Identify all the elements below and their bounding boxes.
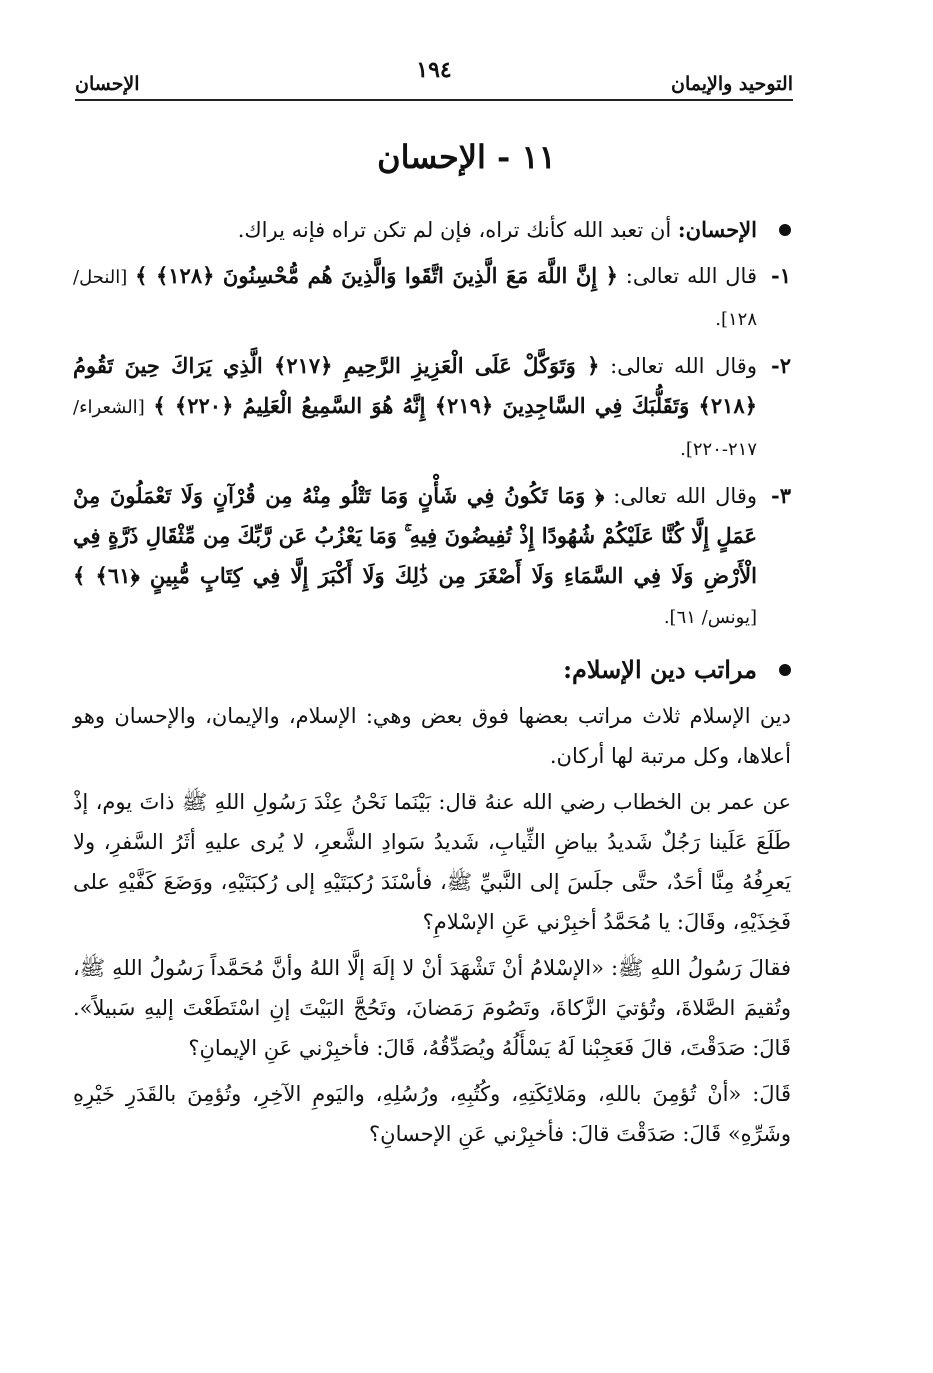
verse-number: ١- [771,263,791,288]
header-chapter-title: الإحسان [75,73,140,95]
definition-term: الإحسان: [677,217,757,242]
definition-paragraph [73,210,791,250]
verse-number: ٢- [771,353,791,378]
verse-item [73,346,791,470]
hadith-paragraph: قَالَ: «أنْ تُؤمِنَ باللهِ، ومَلائِكَتِهِ، وكُتُبِهِ، ورُسُلِهِ، واليَومِ الآخِرِ، وتُؤمِنَ بالقَدَرِ خَيْرِهِ وشَرِّهِ» قَالَ: صَدَقْتَ قالَ: فأخبِرْني عَنِ الإحسانِ؟ [73,1082,791,1146]
verse-reference: [يونس/ ٦١]. [663,607,757,628]
verse-number: ٣- [771,483,791,508]
chapter-title: ١١ - الإحسان [377,138,556,176]
verse-text: ﴿ وَمَا تَكُونُ فِي شَأْنٍ وَمَا تَتْلُو مِنْهُ مِن قُرْآنٍ وَلَا تَعْمَلُونَ مِنْ عَمَلٍ إِلَّا كُنَّا عَلَيْكُمْ شُهُودًا إِذْ تُفِيضُونَ فِيهِ ۚ وَمَا يَعْزُبُ عَن رَّبِّكَ مِن مِّثْقَالِ ذَرَّةٍ فِي الْأَرْضِ وَلَا فِي السَّمَاءِ وَلَا أَصْغَرَ مِن ذَٰلِكَ وَلَا أَكْبَرَ إِلَّا فِي كِتَابٍ مُّبِينٍ ﴿٦١﴾ ﴾ [73,483,757,588]
bullet-icon [779,224,791,236]
section-heading-text: مراتب دين الإسلام: [563,655,757,684]
bullet-icon [779,664,791,676]
running-header [75,55,793,101]
section-heading [73,650,791,690]
section-paragraph: دين الإسلام ثلاث مراتب بعضها فوق بعض وهي: الإسلام، والإيمان، والإحسان وهو أعلاها، وكل مرتبة لها أركان. [73,704,791,768]
hadith-paragraph: فقالَ رَسُولُ اللهِ ﷺ: «الإسْلامُ أنْ تَشْهَدَ أنْ لا إلَهَ إلَّا اللهُ وأنَّ مُحَمَّداً رَسُولُ اللهِ ﷺ، وتُقيمَ الصَّلاةَ، وتُؤتيَ الزَّكاةَ، وتَصُومَ رَمَضانَ، وتَحُجَّ البَيْتَ إنِ اسْتَطَعْتَ إليهِ سَبيلاً». قَالَ: صَدَقْتَ، قالَ فَعَجِبْنا لَهُ يَسْأَلُهُ ويُصَدِّقُهُ، قَالَ: فأخبِرْني عَنِ الإيمانِ؟ [73,956,791,1060]
page-number: ١٩٤ [416,57,452,83]
verse-intro: وقال الله تعالى: [610,354,757,378]
verse-reference: [الشعراء/ ٢١٧-٢٢٠]. [73,397,757,460]
hadith-paragraph: عن عمر بن الخطاب رضي الله عنهُ قال: بَيْنَما نَحْنُ عِنْدَ رَسُولِ اللهِ ﷺ ذاتَ يوم، إذْ طَلَعَ عَلَينا رَجُلٌ شَديدُ بياضِ الثِّيابِ، شَديدُ سَوادِ الشَّعرِ، لا يُرى عليهِ أثَرُ السَّفرِ، ولا يَعرِفُهُ مِنَّا أحَدٌ، حتَّى جلَسَ إلى النَّبيِّ ﷺ، فأسْنَدَ رُكبَتَيْهِ إلى رُكبَتَيْهِ، ووَضَعَ كَفَّيْهِ على فَخِذَيْهِ، وقَالَ: يا مُحَمَّدُ أخبِرْني عَنِ الإسْلامِ؟ [73,790,791,934]
page-body [73,210,791,1160]
verse-text: ﴿ إِنَّ اللَّهَ مَعَ الَّذِينَ اتَّقَوا وَالَّذِينَ هُم مُّحْسِنُونَ ﴿١٢٨﴾ ﴾ [135,263,618,288]
verse-reference: [النحل/ ١٢٨]. [73,267,757,330]
verse-intro: وقال الله تعالى: [613,484,757,508]
definition-text: أن تعبد الله كأنك تراه، فإن لم تكن تراه فإنه يراك. [237,218,672,242]
verse-item [73,256,791,340]
header-book-title: التوحيد والإيمان [671,73,793,95]
verse-text: ﴿ وَتَوَكَّلْ عَلَى الْعَزِيزِ الرَّحِيمِ ﴿٢١٧﴾ الَّذِي يَرَاكَ حِينَ تَقُومُ ﴿٢١٨﴾ وَتَقَلُّبَكَ فِي السَّاجِدِينَ ﴿٢١٩﴾ إِنَّهُ هُوَ السَّمِيعُ الْعَلِيمُ ﴿٢٢٠﴾ ﴾ [73,353,758,418]
verse-intro: قال الله تعالى: [625,264,757,288]
verse-item [73,476,791,638]
